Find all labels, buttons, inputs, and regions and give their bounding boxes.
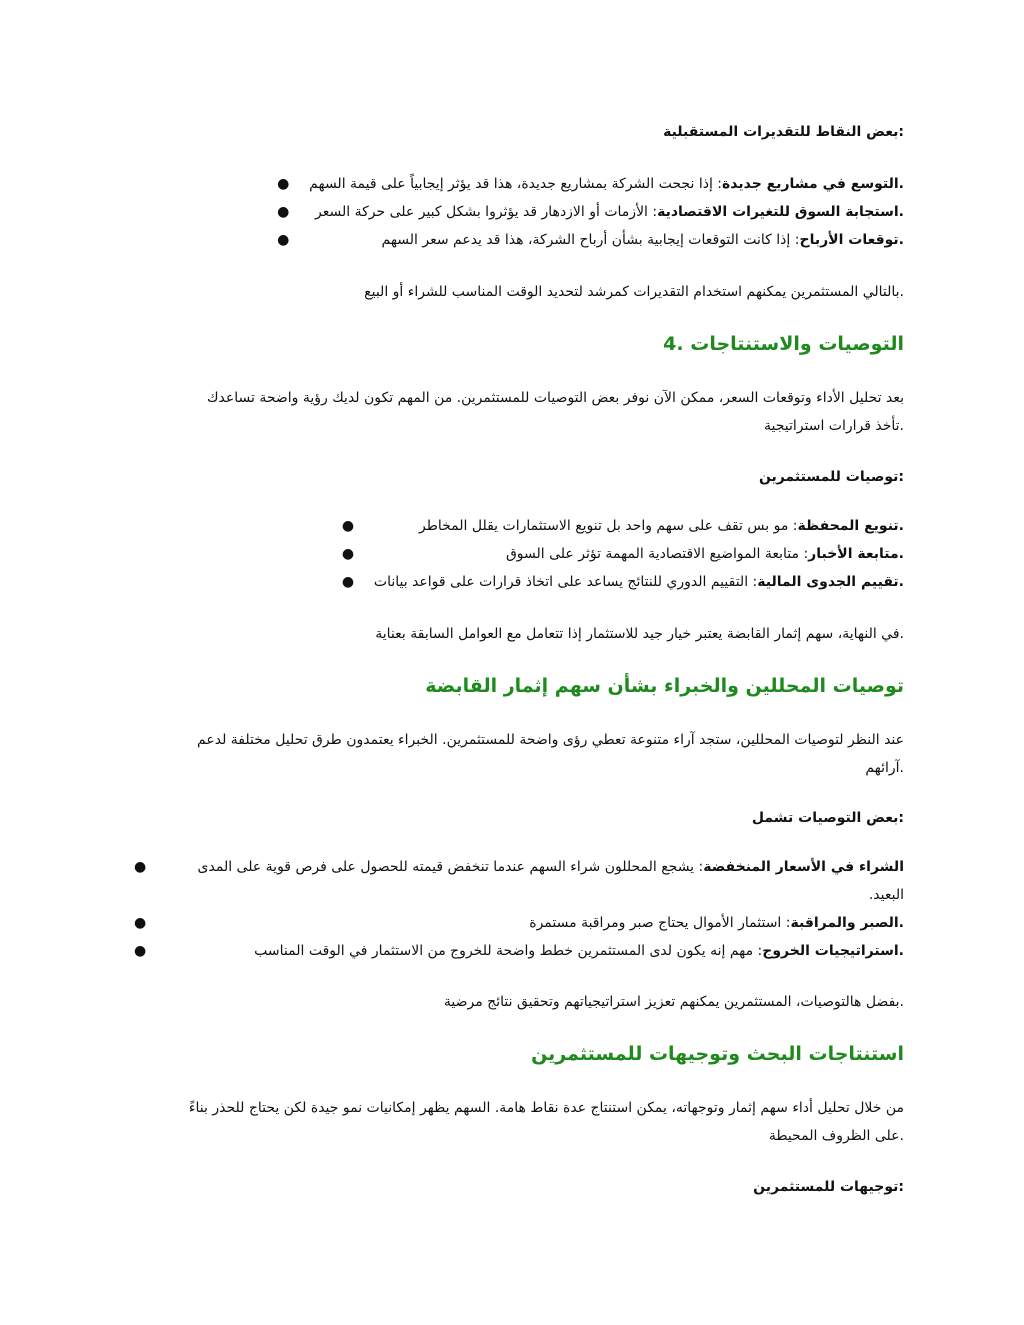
list-item-text: : إذا كانت التوقعات إيجابية بشأن أرباح الشركة، هذا قد يدعم سعر السهم: [381, 232, 800, 248]
list-item-title: .استراتيجيات الخروج: [762, 943, 904, 959]
research-conclusions-intro: [134, 1094, 904, 1150]
list-item: [277, 198, 904, 226]
list-item-title: .الصبر والمراقبة: [790, 915, 904, 931]
list-item-title: .متابعة الأخبار: [808, 546, 904, 562]
future-estimates-list: [277, 170, 904, 254]
section-heading-recommendations: التوصيات والاستنتاجات .4: [663, 333, 904, 355]
bullet-icon: ●: [277, 204, 290, 220]
future-estimates-conclusion: .بالتالي المستثمرين يمكنهم استخدام التقديرات كمرشد لتحديد الوقت المناسب للشراء أو البيع: [364, 284, 904, 300]
investor-guidance-subheading: :توجيهات للمستثمرين: [753, 1179, 904, 1195]
list-item: [342, 512, 904, 540]
paragraph-line: .آرائهم: [865, 760, 904, 776]
recommendations-conclusion: .في النهاية، سهم إثمار القابضة يعتبر خيار جيد للاستثمار إذا تتعامل مع العوامل السابقة بعناية: [375, 626, 904, 642]
list-item: [277, 170, 904, 198]
section-heading-analyst-recommendations: توصيات المحللين والخبراء بشأن سهم إثمار القابضة: [425, 675, 904, 697]
bullet-icon: ●: [341, 574, 355, 590]
list-item-text: : استثمار الأموال يحتاج صبر ومراقبة مستمرة: [529, 915, 791, 931]
list-item: [277, 226, 904, 254]
paragraph-line: من خلال تحليل أداء سهم إثمار وتوجهاته، يمكن استنتاج عدة نقاط هامة. السهم يظهر إمكانيات نمو جيدة لكن يحتاج للحذر بناءً: [188, 1100, 904, 1116]
bullet-icon: ●: [341, 546, 355, 562]
bullet-icon: ●: [341, 518, 355, 534]
list-item-title: الشراء في الأسعار المنخفضة: [703, 859, 904, 875]
analyst-recommendations-subheading: :بعض التوصيات تشمل: [751, 810, 904, 826]
analyst-recommendations-intro: [134, 726, 904, 782]
list-item-title: .تقييم الجدوى المالية: [757, 574, 904, 590]
bullet-icon: ●: [134, 859, 147, 875]
future-estimates-intro: :بعض النقاط للتقديرات المستقبلية: [663, 124, 904, 140]
list-item-title: .تنويع المحفظة: [797, 518, 904, 534]
bullet-icon: ●: [277, 176, 290, 192]
bullet-icon: ●: [134, 943, 147, 959]
bullet-icon: ●: [134, 915, 147, 931]
list-item-text: : يشجع المحللون شراء السهم عندما تنخفض قيمته للحصول على فرص قوية على المدى البعيد.: [197, 859, 904, 903]
analyst-recommendations-list: [134, 853, 904, 965]
list-item-title: .استجابة السوق للتغيرات الاقتصادية: [657, 204, 904, 220]
list-item: [342, 568, 904, 596]
analyst-recommendations-conclusion: .بفضل هالتوصيات، المستثمرين يمكنهم تعزيز استراتيجياتهم وتحقيق نتائج مرضية: [443, 994, 904, 1010]
paragraph-line: .تأخذ قرارات استراتيجية: [764, 418, 904, 434]
bullet-icon: ●: [277, 232, 290, 248]
investor-recommendations-subheading: :توصيات للمستثمرين: [758, 469, 904, 485]
paragraph-line: عند النظر لتوصيات المحللين، ستجد آراء متنوعة تعطي رؤى واضحة للمستثمرين. الخبراء يعتمدون طرق تحليل مختلفة لدعم: [197, 732, 904, 748]
paragraph-line: بعد تحليل الأداء وتوقعات السعر، ممكن الآن نوفر بعض التوصيات للمستثمرين. من المهم تكون لديك رؤية واضحة تساعدك: [207, 390, 904, 406]
list-item-title: .توقعات الأرباح: [799, 232, 904, 248]
list-item-text: : إذا نجحت الشركة بمشاريع جديدة، هذا قد يؤثر إيجابياً على قيمة السهم: [309, 176, 722, 192]
paragraph-line: .على الظروف المحيطة: [768, 1128, 904, 1144]
list-item-text: : التقييم الدوري للنتائج يساعد على اتخاذ قرارات على قواعد بيانات: [373, 574, 758, 590]
list-item: [134, 909, 904, 937]
section-heading-research-conclusions: استنتاجات البحث وتوجيهات للمستثمرين: [531, 1043, 904, 1065]
list-item: [342, 540, 904, 568]
list-item-text: : الأزمات أو الازدهار قد يؤثروا بشكل كبير على حركة السعر: [315, 204, 658, 220]
list-item-text: : مهم إنه يكون لدى المستثمرين خطط واضحة للخروج من الاستثمار في الوقت المناسب: [254, 943, 763, 959]
list-item-title: .التوسع في مشاريع جديدة: [722, 176, 904, 192]
investor-recommendations-list: [342, 512, 904, 596]
list-item-text: : مو بس تقف على سهم واحد بل تنويع الاستثمارات يقلل المخاطر: [418, 518, 798, 534]
list-item: [134, 853, 904, 909]
recommendations-intro: [134, 384, 904, 440]
list-item: [134, 937, 904, 965]
list-item-text: : متابعة المواضيع الاقتصادية المهمة تؤثر على السوق: [505, 546, 809, 562]
